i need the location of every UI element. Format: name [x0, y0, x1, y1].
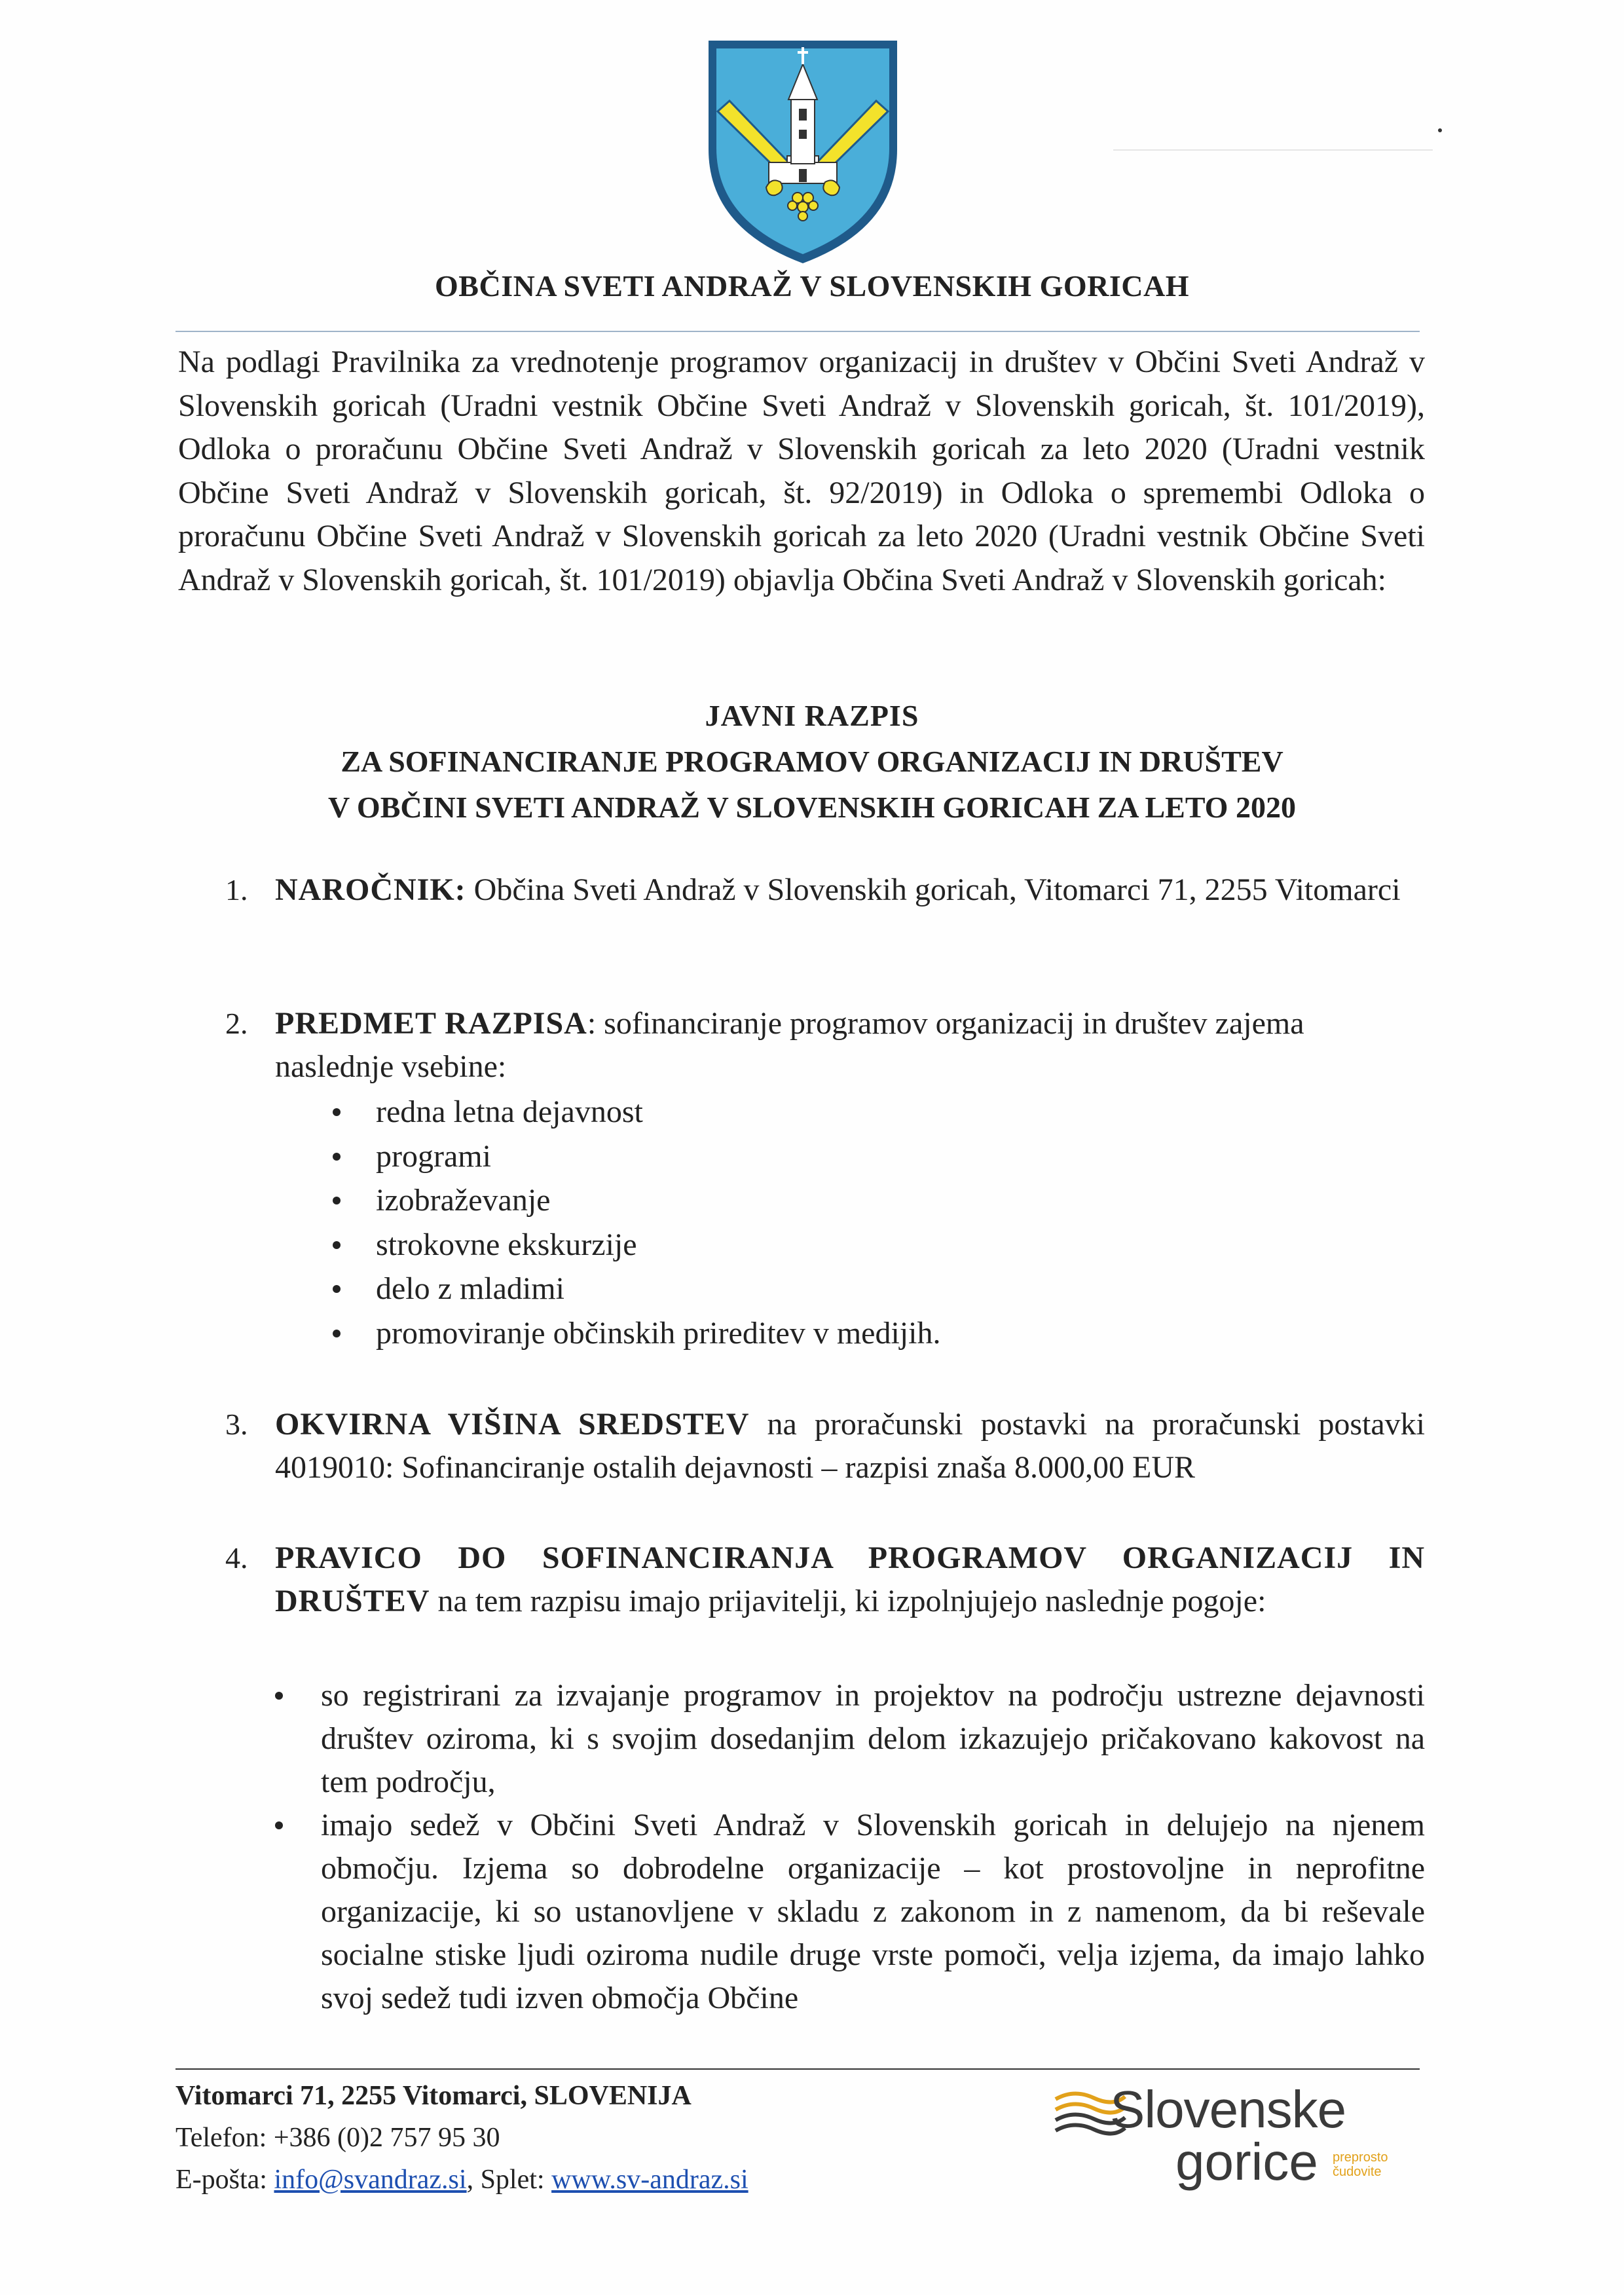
section-2-number: 2.	[225, 1007, 248, 1040]
bullet-icon	[333, 1241, 341, 1249]
section-4-list	[275, 1674, 1425, 2020]
section-3-text: na proračunski postavki na proračunski postavki 4019010: Sofinanciranje ostalih dejavnosti – razpisi znaša 8.000,00 EUR	[275, 1407, 1425, 1485]
bullet-icon	[333, 1108, 341, 1116]
email-label: E-pošta:	[175, 2165, 274, 2195]
footer-address: Vitomarci 71, 2255 Vitomarci, SLOVENIJA	[175, 2081, 692, 2111]
municipality-title: OBČINA SVETI ANDRAŽ V SLOVENSKIH GORICAH	[435, 269, 1189, 303]
bullet-icon	[275, 1692, 283, 1700]
intro-paragraph: Na podlagi Pravilnika za vrednotenje programov organizacij in društev v Občini Sveti Andraž v Slovenskih goricah (Uradni vestnik Občine Sveti Andraž v Slovenskih goricah, št. 101/2019), Odloka o proračunu Občine Sveti Andraž v Slovenskih goricah za leto 2020 (Uradni vestnik Občine Sveti Andraž v Slovenskih goricah, št. 92/2019) in Odloka o spremembi Odloka o proračunu Občine Sveti Andraž v Slovenskih goricah za leto 2020 (Uradni vestnik Občine Sveti Andraž v Slovenskih goricah, št. 101/2019) objavlja Občina Sveti Andraž v Slovenskih goricah:	[178, 345, 1425, 597]
faint-rule	[1113, 149, 1433, 151]
section-2-text: : sofinanciranje programov organizacij in društev zajema naslednje vsebine:	[275, 1006, 1304, 1084]
list-item: promoviranje občinskih prireditev v medijih.	[333, 1311, 940, 1356]
bullet-icon	[275, 1821, 283, 1829]
section-1-label: NAROČNIK:	[275, 872, 466, 907]
bullet-icon	[333, 1197, 341, 1204]
bullet-icon	[333, 1330, 341, 1337]
section-3-label: OKVIRNA VIŠINA SREDSTEV	[275, 1407, 750, 1442]
municipal-crest-icon	[703, 38, 902, 266]
tender-heading-line2: ZA SOFINANCIRANJE PROGRAMOV ORGANIZACIJ IN DRUŠTEV	[341, 745, 1283, 778]
footer-divider	[175, 2068, 1420, 2070]
tender-heading-line1: JAVNI RAZPIS	[705, 699, 919, 732]
email-link[interactable]: info@svandraz.si	[274, 2165, 467, 2195]
section-4-label: PRAVICO DO SOFINANCIRANJA PROGRAMOV ORGANIZACIJ IN DRUŠTEV	[275, 1540, 1425, 1618]
list-item: delo z mladimi	[333, 1267, 940, 1311]
tender-heading	[0, 693, 1624, 830]
section-2	[275, 1002, 1425, 1089]
section-1	[275, 868, 1425, 912]
logo-tagline: preprosto čudovite	[1333, 2150, 1388, 2179]
section-4-number: 4.	[225, 1541, 248, 1575]
scan-speck	[1438, 128, 1442, 132]
section-2-list	[333, 1090, 940, 1356]
footer	[175, 2075, 748, 2201]
list-item: so registrirani za izvajanje programov in projektov na področju ustrezne dejavnosti društev oziroma, ki s svojim dosedanjim delom izkazujejo pričakovano kakovost na tem področju,	[275, 1674, 1425, 1804]
section-2-label: PREDMET RAZPISA	[275, 1006, 587, 1041]
website-link[interactable]: www.sv-andraz.si	[551, 2165, 748, 2195]
bullet-icon	[333, 1153, 341, 1161]
list-item: strokovne ekskurzije	[333, 1223, 940, 1267]
section-4-text: na tem razpisu imajo prijavitelji, ki izpolnjujejo naslednje pogoje:	[430, 1584, 1266, 1618]
logo-word-slovenske: Slovenske	[1110, 2080, 1346, 2138]
section-4	[275, 1537, 1425, 1623]
tender-heading-line3: V OBČINI SVETI ANDRAŽ V SLOVENSKIH GORICAH ZA LETO 2020	[328, 791, 1296, 824]
section-1-number: 1.	[225, 873, 248, 906]
bullet-icon	[333, 1285, 341, 1293]
header-divider	[175, 331, 1420, 332]
list-item: redna letna dejavnost	[333, 1090, 940, 1134]
section-3-number: 3.	[225, 1408, 248, 1441]
list-item: programi	[333, 1134, 940, 1179]
list-item: imajo sedež v Občini Sveti Andraž v Slovenskih goricah in delujejo na njenem območju. Izjema so dobrodelne organizacije – kot prostovoljne in neprofitne organizacije, ki so ustanovljene v skladu z zakonom in z namenom, da bi reševale socialne stiske ljudi oziroma nudile druge vrste pomoči, velja izjema, da imajo lahko svoj sedež tudi izven območja Občine	[275, 1804, 1425, 2020]
footer-contact	[175, 2159, 748, 2201]
section-3	[275, 1403, 1425, 1489]
section-1-text: Občina Sveti Andraž v Slovenskih goricah, Vitomarci 71, 2255 Vitomarci	[466, 872, 1401, 907]
list-item: izobraževanje	[333, 1178, 940, 1223]
footer-phone: Telefon: +386 (0)2 757 95 30	[175, 2123, 500, 2153]
web-label: , Splet:	[466, 2165, 552, 2195]
slovenske-gorice-logo	[1054, 2080, 1421, 2204]
logo-word-gorice: gorice	[1175, 2133, 1318, 2191]
